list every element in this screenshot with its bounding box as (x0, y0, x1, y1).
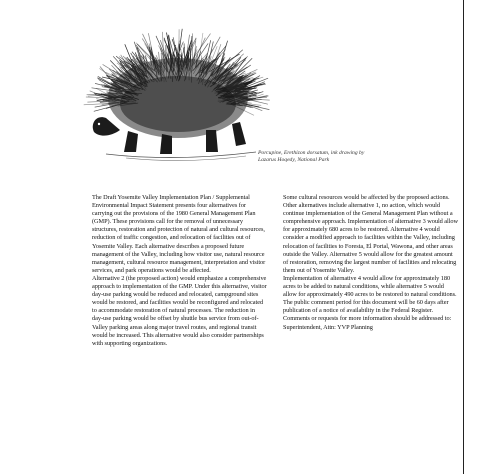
right-text-column (283, 194, 458, 332)
right-paragraph-1: Some cultural resources would be affected by the proposed actions. (283, 194, 450, 201)
left-text-column (92, 194, 267, 348)
page-edge-line (463, 0, 464, 474)
left-paragraph-2: Alternative 2 (the proposed action) would emphasize a comprehensive approach to implementation of the GMP. Under this alternative, visitor day-use parking would be reduced and relocated, campground sites would be restored, and facilities would be reconfigured and relocated to accommodate restoration of natural processes. The reduction in day-use parking would be offset by shuttle bus service from out-of-Valley parking areas along major travel routes, and regional transit would be increased. This alternative would also consider partnerships with supporting organizations. (92, 274, 267, 347)
illustration-caption (258, 150, 428, 164)
right-paragraph-3: Implementation of alternative 4 would allow for approximately 180 acres to be added to natural conditions, while alternative 5 would allow for approximately 490 acres to be restored to natural conditions. (283, 274, 457, 299)
right-paragraph-4: The public comment period for this document will be 60 days after publication of a notice of availability in the Federal Register. Comments or requests for more information should be addressed to: Superintendent, Attn: YVP Planning (283, 299, 452, 331)
porcupine-illustration (66, 6, 280, 164)
right-paragraph-2: Other alternatives include alternative 1, no action, which would continue implementation of the General Management Plan without a comprehensive approach. Implementation of alternative 3 would allow for approximately 680 acres to be restored. Alternative 4 would consider a modified approach to facilities within the Valley, including relocation of facilities to Foresta, El Portal, Wawona, and other areas outside the Valley. Alternative 5 would allow for the greatest amount of restoration, removing the largest number of facilities and relocating them out of Yosemite Valley. (283, 202, 459, 274)
caption-line-1: Porcupine, Erethizon dorsatum, ink drawing by (258, 150, 365, 156)
caption-line-2: Lazarus Hoqedy, National Park (258, 157, 330, 163)
left-paragraph-1: The Draft Yosemite Valley Implementation Plan / Supplemental Environmental Impact Statement presents four alternatives for carrying out the provisions of the 1980 General Management Plan (GMP). These provisions call for the removal of unnecessary structures, restoration and protection of natural and cultural resources, reduction of traffic congestion, and relocation of facilities out of Yosemite Valley. Each alternative describes a proposed future management of the Valley, including how visitor use, natural resource management, cultural resource management, interpretation and visitor services, and park operations would be affected. (92, 194, 266, 274)
